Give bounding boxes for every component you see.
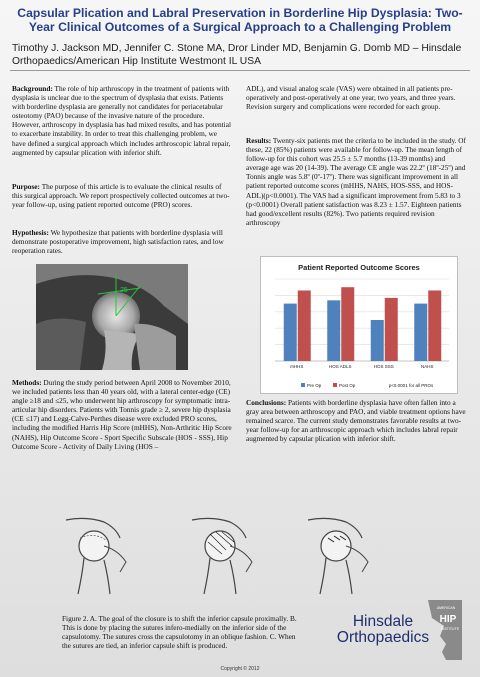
divider <box>10 70 470 71</box>
chart-bar-pre-op <box>371 320 384 361</box>
outcome-scores-chart <box>260 256 458 394</box>
chart-legend <box>301 383 356 388</box>
methods-text: During the study period between April 2008 to November 2010, we included patients less than 40 years old, with a lateral center-edge (CE) angle ≥18 and ≤25, who underwent hip arthroscopy for symptomatic intra-articular hip disorders. Patients with Tonnis grade ≥ 2, severe hip dysplasia (CE ≤17) and Legg-Calve-Perthes disease were excluded PRO scores, including the modified Harris Hip Score (mHHS), Non-Arthritic Hip Score (NAHS), Hip Outcome Score - Sport Specific Subscale (HOS - SSS), Hip Outcome Score - Activity of Daily Living (HOS – <box>12 378 232 451</box>
chart-bar-pre-op <box>414 304 427 361</box>
chart-legend-label: Pre Op <box>307 383 322 388</box>
hip-xray-image <box>36 264 188 370</box>
hypothesis-section <box>12 228 232 255</box>
figure-2b-illustration <box>186 516 258 596</box>
chart-bars <box>284 287 442 361</box>
hypothesis-heading: Hypothesis: <box>12 228 49 237</box>
chart-bar-post-op <box>428 290 441 361</box>
svg-text:INSTITUTE: INSTITUTE <box>440 627 460 631</box>
logo-name <box>318 614 448 646</box>
methods-heading: Methods: <box>12 378 42 387</box>
copyright: Copyright © 2012 <box>220 666 260 672</box>
methods-continued-text: ADL), and visual analog scale (VAS) were obtained in all patients pre-operatively and post-operatively at one year, two years, and three years. Revision surgery and complications were recorded for each group. <box>246 84 456 112</box>
logo-name-line2: Orthopaedics <box>336 629 430 646</box>
chart-title: Patient Reported Outcome Scores <box>298 263 420 272</box>
hypothesis-text: We hypothesize that patients with borderline dysplasia will demonstrate postoperative improvement, high satisfaction rates, and low reoperation rates. <box>12 228 224 256</box>
figure-2a-illustration <box>60 516 132 596</box>
methods-section <box>12 378 232 451</box>
conclusions-section <box>246 398 468 443</box>
logo-name-line1: Hinsdale <box>352 613 414 630</box>
chart-bar-post-op <box>341 287 354 361</box>
chart-note: p<0.0001 for all PROs <box>388 383 434 388</box>
chart-x-tick-label: mHHS <box>290 364 304 369</box>
chart-bar-pre-op <box>327 300 340 361</box>
chart-x-labels <box>290 364 433 369</box>
results-heading: Results: <box>246 136 272 145</box>
chart-bar-pre-op <box>284 304 297 361</box>
chart-legend-swatch <box>333 383 337 387</box>
purpose-section <box>12 182 232 209</box>
chart-svg <box>261 257 457 393</box>
background-text: The role of hip arthroscopy in the treatment of patients with dysplasia is unclear due to the spectrum of dysplasia that exists. Patients with borderline dysplasia are generally not candidates for periacetabular osteotomy (PAO) because of the invasive nature of the procedure. However, arthroscopy in dysplasia has had mixed results, and has potential to exacerbate instability. In order to treat this challenging problem, we have defined a surgical approach which includes arthroscopic labral repair, augmented by capsular plication with inferior shift. <box>12 84 231 157</box>
results-section <box>246 136 468 227</box>
methods-continued-section <box>246 84 468 111</box>
figure-2-caption: Figure 2. A. The goal of the closure is to shift the inferior capsule proximally. B. This is done by placing the sutures infero-medially on the inferior side of the capsulotomy. The sutures cross the capsulotomy in an oblique fashion. C. When the sutures are tied, an inferior capsule shift is produced. <box>62 614 297 651</box>
background-section <box>12 84 232 157</box>
conclusions-heading: Conclusions: <box>246 398 287 407</box>
svg-text:AMERICAN: AMERICAN <box>436 606 456 610</box>
figure-2c-illustration <box>302 516 374 596</box>
chart-legend-label: Post Op <box>339 383 356 388</box>
hinsdale-orthopaedics-logo <box>318 600 464 660</box>
chart-bar-post-op <box>385 298 398 361</box>
chart-x-tick-label: HOS SSS <box>373 364 394 369</box>
xray-angle-label: 25 <box>120 287 128 294</box>
purpose-text: The purpose of this article is to evaluate the clinical results of this surgical approach. We report prospectively collected outcomes at two-year follow-up, using patient reported outcome (PRO) scores. <box>12 182 230 210</box>
chart-bar-post-op <box>298 290 311 361</box>
conclusions-text: Patients with borderline dysplasia have often fallen into a gray area between arthroscopy and PAO, and viable treatment options have remained scarce. The current study demonstrates favorable results at two-year follow-up for an arthroscopic approach which includes labral repair augmented by capsular plication with inferior shift. <box>246 398 466 444</box>
background-heading: Background: <box>12 84 53 93</box>
poster-title: Capsular Plication and Labral Preservation in Borderline Hip Dysplasia: Two-Year Clinical Outcomes of a Surgical Approach to a Challenging Problem <box>17 6 463 34</box>
chart-x-tick-label: NAHS <box>420 364 434 369</box>
poster-authors: Timothy J. Jackson MD, Jennifer C. Stone MA, Dror Linder MD, Benjamin G. Domb MD – Hinsdale Orthopaedics/American Hip Institute Westmont IL USA <box>12 43 462 67</box>
results-text: Twenty-six patients met the criteria to be included in the study. Of these, 22 (85%) patients were available for follow-up. The mean length of follow-up for this cohort was 25.5 ± 5.7 months (13-39 months) and average age was 20 (14-39). The average CE angle was 22.2º (18º-25º) and Tonnis angle was 5.8º (0º-17º). There was significant improvement in all patient reported outcome scores (mHHS, NAHS, HOS-SSS, and HOS-ADL)(p<0.0001). The VAS had a significant improvement from 5.83 to 3 (p<0.0001) Overall patient satisfaction was 8.23 ± 1.57. Eighteen patients had good/excellent results (82%). Two patients required revision arthroscopy <box>246 136 466 227</box>
chart-legend-swatch <box>301 383 305 387</box>
svg-text:HIP: HIP <box>439 614 457 625</box>
chart-x-tick-label: HOS ADLS <box>328 364 352 369</box>
purpose-heading: Purpose: <box>12 182 40 191</box>
